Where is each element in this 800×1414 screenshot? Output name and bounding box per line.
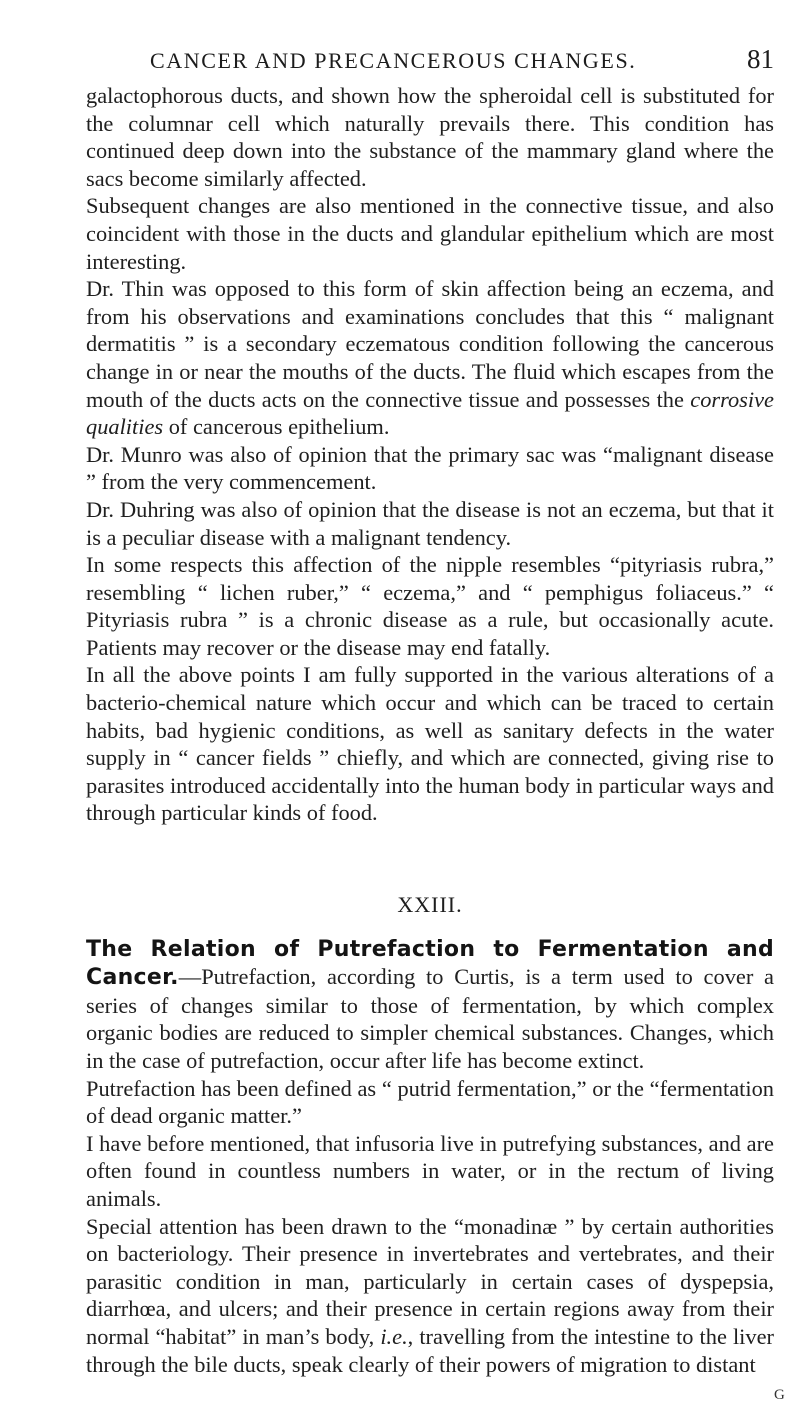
- text-run: Special attention has been drawn to the “monadinæ ” by certain authorities on bacteriology. Their presence in invertebrates and vertebrates, and their parasitic condition in man, particularly in certain cases of dyspepsia, diarrhœa, and ulcers; and their presence in certain regions away from their normal “habitat” in man’s body,: [86, 1213, 774, 1349]
- paragraph: galactophorous ducts, and shown how the spheroidal cell is substituted for the columnar cell which naturally prevails there. This condition has continued deep down into the substance of the mammary gland where the sacs become similarly affected.: [86, 83, 774, 191]
- page-number: 81: [747, 44, 774, 74]
- paragraph: Dr. Munro was also of opinion that the primary sac was “malignant disease ” from the very commencement.: [86, 441, 774, 495]
- text-run: of cancerous epithelium.: [163, 414, 390, 440]
- paragraph: In all the above points I am fully supported in the various alterations of a bacterio-chemical nature which occur and which can be traced to certain habits, bad hygienic conditions, as well as sanitary defects in the water supply in “ cancer fields ” chiefly, and which are connected, giving rise to parasites introduced accidentally into the human body in particular ways and through particular kinds of food.: [86, 662, 774, 826]
- text-run: Dr. Thin was opposed to this form of skin affection being an eczema, and from his observations and examinations concludes that this “ malignant dermatitis ” is a secondary eczematous condition following the cancerous change in or near the mouths of the ducts. The fluid which escapes from the mouth of the ducts acts on the connective tissue and possesses the: [86, 276, 774, 412]
- running-title: CANCER AND PRECANCEROUS CHANGES.: [150, 48, 637, 73]
- text-run: —Putrefaction, according to Curtis, is a term used to cover a series of changes similar to those of fermentation, by which complex organic bodies are reduced to simpler chemical substances. Changes, which in the case of putrefaction, occur after life has become extinct.: [86, 964, 774, 1073]
- italic-phrase: i.e.: [380, 1323, 408, 1349]
- paragraph: In some respects this affection of the nipple resembles “pityriasis rubra,” resembling “ lichen ruber,” “ eczema,” and “ pemphigus foliaceus.” “ Pityriasis rubra ” is a chronic disease as a rule, but occasionally acute. Patients may recover or the disease may end fatally.: [86, 552, 774, 660]
- text-run: , travelling from the intestine to the liver through the bile ducts, speak clearly of their powers of migration to distant: [86, 1323, 774, 1377]
- body-text: [86, 82, 774, 1378]
- section-heading: The Relation of Putrefaction to Fermentation and Cancer.: [86, 936, 774, 991]
- paragraph-monadinae: [86, 1213, 774, 1379]
- paragraph: Dr. Duhring was also of opinion that the disease is not an eczema, but that it is a peculiar disease with a malignant tendency.: [86, 496, 774, 550]
- signature-mark: G: [774, 1387, 785, 1403]
- section-opening-paragraph: [86, 935, 774, 1075]
- paragraph: Subsequent changes are also mentioned in the connective tissue, and also coincident with those in the ducts and glandular epithelium which are most interesting.: [86, 193, 774, 274]
- section-number: XXIII.: [397, 892, 463, 918]
- paragraph: I have before mentioned, that infusoria live in putrefying substances, and are often found in countless numbers in water, or in the rectum of living animals.: [86, 1130, 774, 1211]
- paragraph-dr-thin: [86, 275, 774, 441]
- paragraph: Putrefaction has been defined as “ putrid fermentation,” or the “fermentation of dead organic matter.”: [86, 1075, 774, 1129]
- italic-phrase: corrosive qualities: [86, 386, 774, 440]
- running-head: [86, 42, 774, 82]
